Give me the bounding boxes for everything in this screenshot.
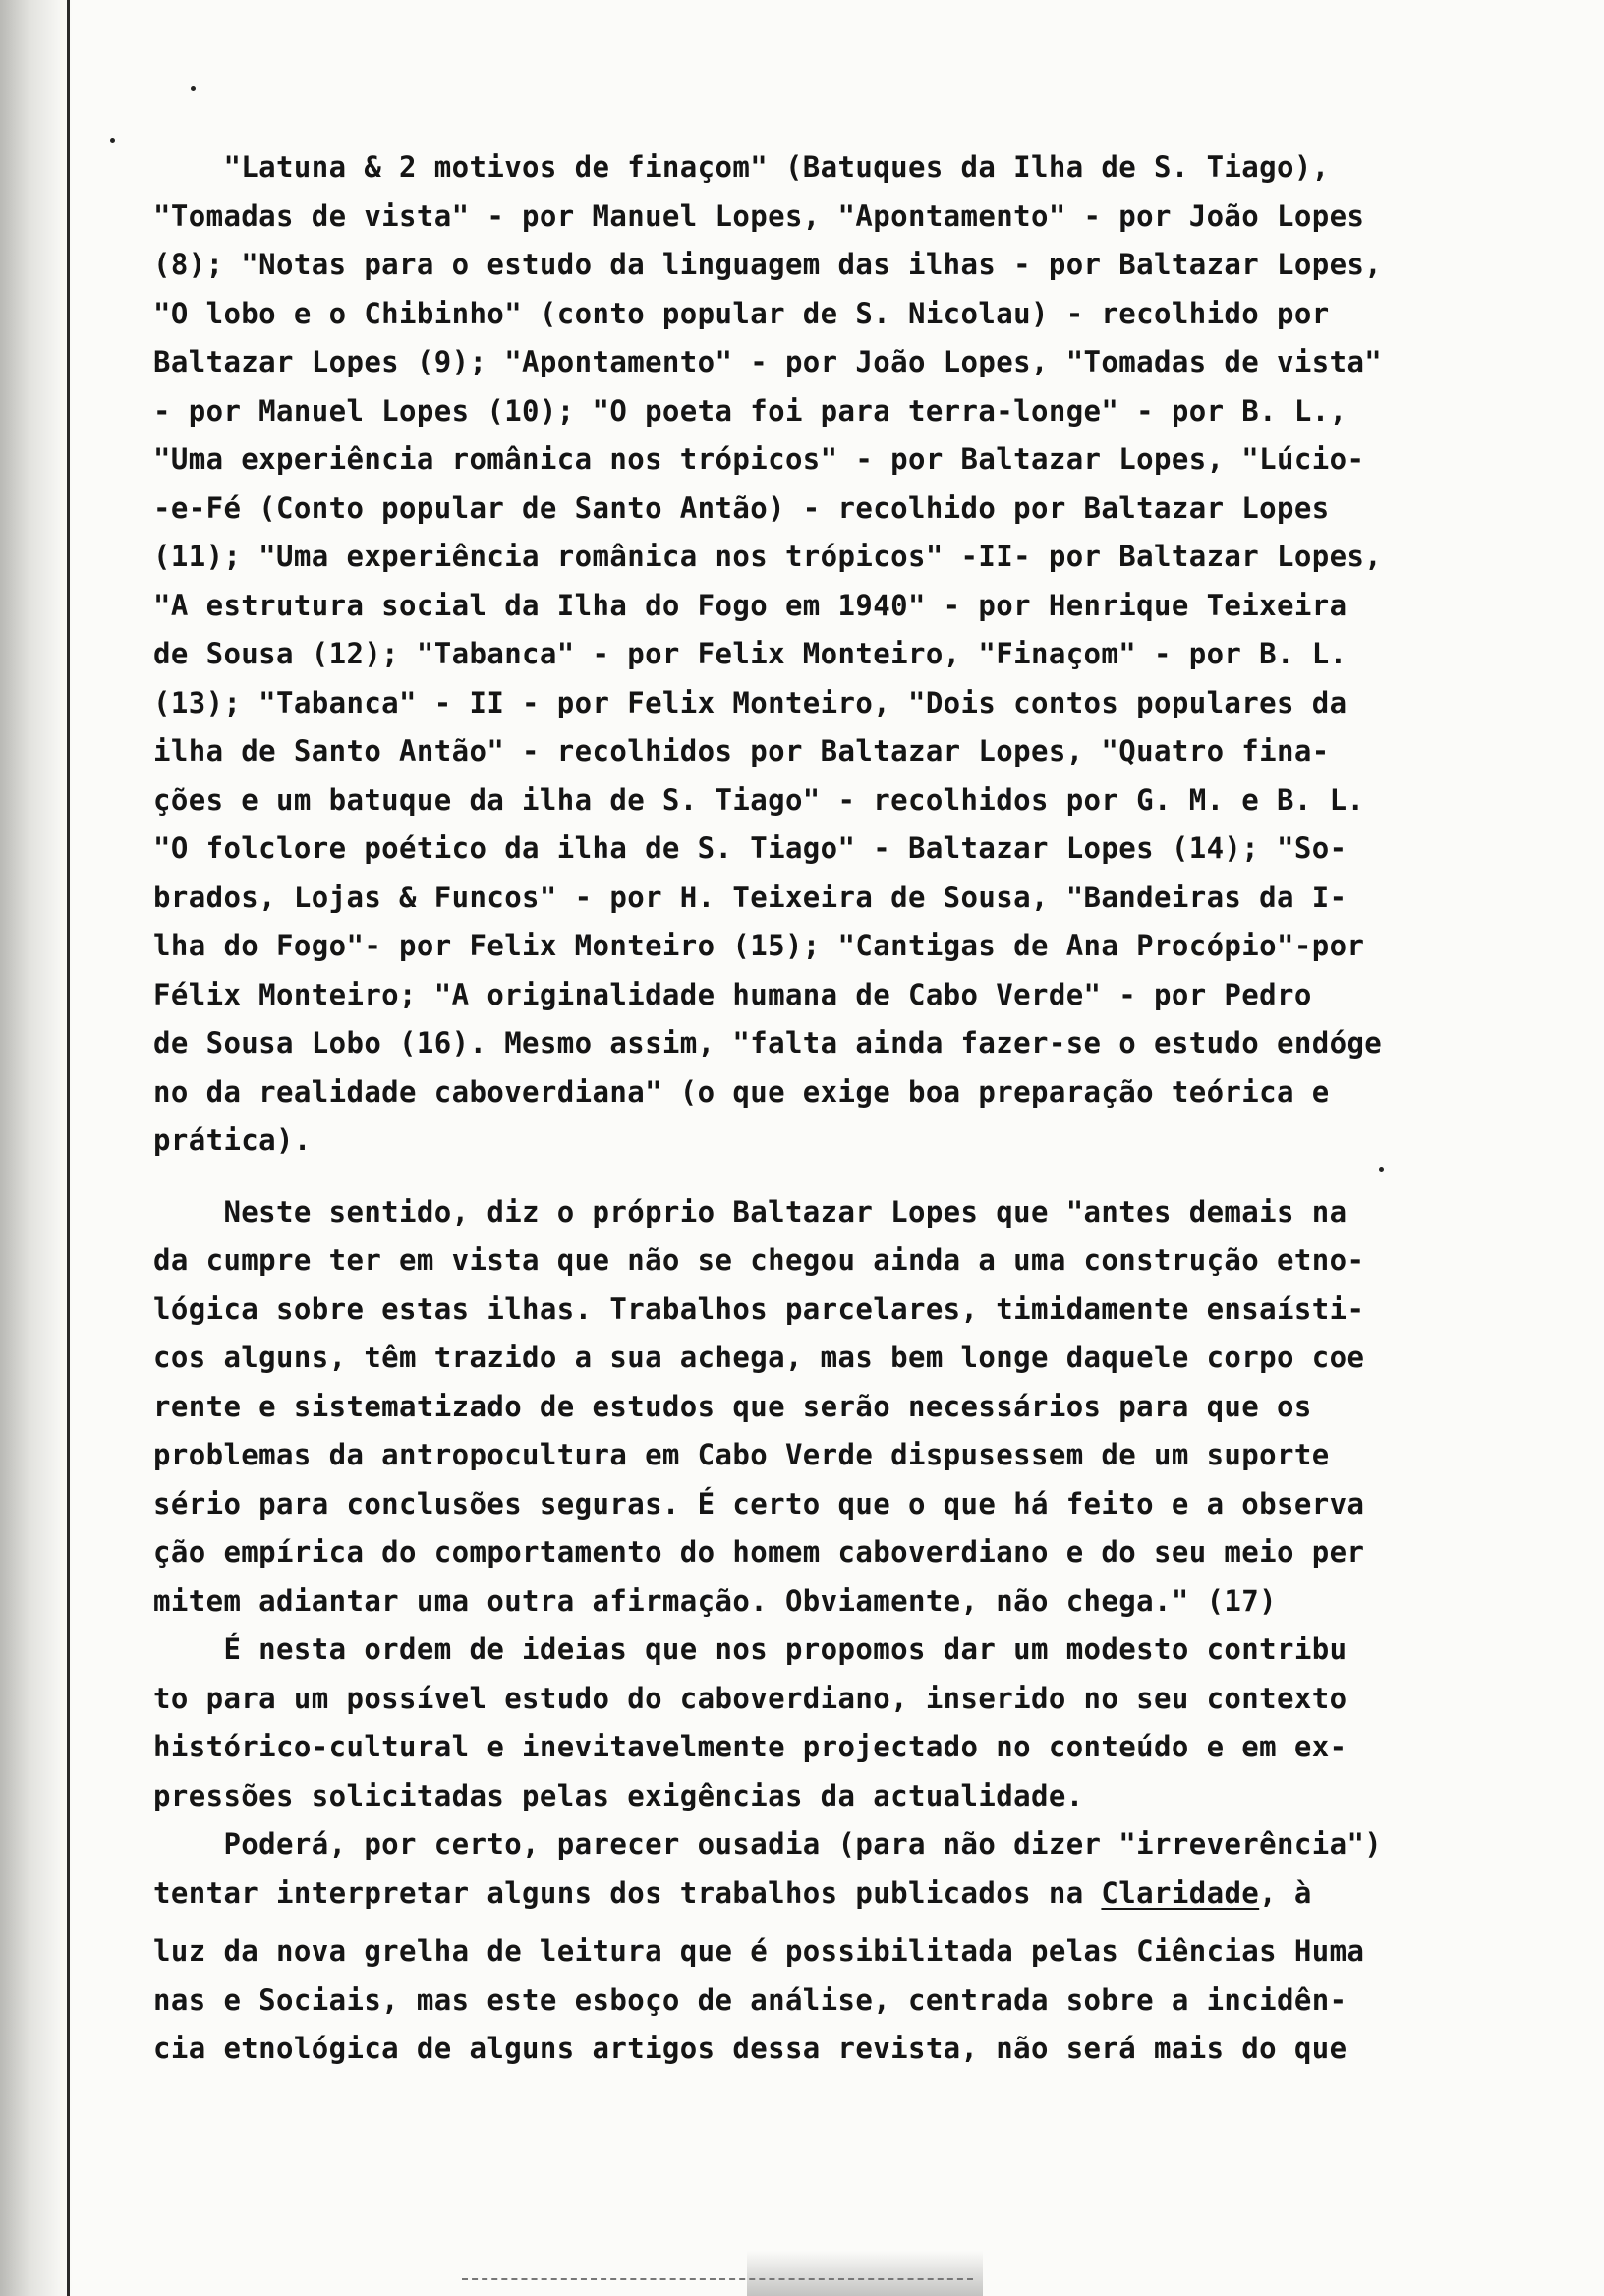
text-line: ções e um batuque da ilha de S. Tiago" - recolhidos por G. M. e B. L.: [153, 782, 1365, 817]
scan-speck: [110, 138, 115, 143]
text-line: "Uma experiência românica nos trópicos" - por Baltazar Lopes, "Lúcio-: [153, 442, 1365, 476]
text-line: pressões solicitadas pelas exigências da actualidade.: [153, 1778, 1084, 1812]
scan-edge-line: [67, 0, 70, 2296]
text-line: cos alguns, têm trazido a sua achega, mas bem longe daquele corpo coe: [153, 1341, 1365, 1374]
text-line: É nesta ordem de ideias que nos propomos dar um modesto contribu: [153, 1633, 1347, 1666]
text-line: de Sousa (12); "Tabanca" - por Felix Monteiro, "Finaçom" - por B. L.: [153, 637, 1347, 670]
text-line: de Sousa Lobo (16). Mesmo assim, "falta ainda fazer-se o estudo endóge: [153, 1026, 1383, 1060]
text-line: (11); "Uma experiência românica nos trópicos" -II- por Baltazar Lopes,: [153, 540, 1383, 573]
text-line: lha do Fogo"- por Felix Monteiro (15); "Cantigas de Ana Procópio"-por: [153, 929, 1365, 962]
text-line: Poderá, por certo, parecer ousadia (para não dizer "irreverência"): [153, 1827, 1383, 1861]
text-line: "Latuna & 2 motivos de finaçom" (Batuques da Ilha de S. Tiago),: [153, 150, 1330, 184]
text-line: sério para conclusões seguras. É certo que o que há feito e a observa: [153, 1486, 1365, 1521]
text-line: luz da nova grelha de leitura que é possibilitada pelas Ciências Huma: [153, 1934, 1365, 1968]
text-line: nas e Sociais, mas este esboço de análise, centrada sobre a incidên-: [153, 1982, 1347, 2017]
text-line: (13); "Tabanca" - II - por Felix Monteiro, "Dois contos populares da: [153, 685, 1347, 719]
text-line: cia etnológica de alguns artigos dessa revista, não será mais do que: [153, 2032, 1347, 2065]
text-line: rente e sistematizado de estudos que serão necessários para que os: [153, 1389, 1312, 1423]
text-line: to para um possível estudo do caboverdiano, inserido no seu contexto: [153, 1681, 1347, 1715]
text-line: lógica sobre estas ilhas. Trabalhos parcelares, timidamente ensaísti-: [153, 1292, 1365, 1326]
text-line: ção empírica do comportamento do homem caboverdiano e do seu meio per: [153, 1535, 1365, 1569]
text-line: mitem adiantar uma outra afirmação. Obviamente, não chega." (17): [153, 1583, 1278, 1618]
journal-title: Claridade: [1101, 1875, 1260, 1910]
scan-speck: [191, 86, 196, 91]
text-line: no da realidade caboverdiana" (o que exige boa preparação teórica e: [153, 1074, 1330, 1109]
text-line: (8); "Notas para o estudo da linguagem das ilhas - por Baltazar Lopes,: [153, 248, 1383, 281]
text-line: "A estrutura social da Ilha do Fogo em 1940" - por Henrique Teixeira: [153, 588, 1347, 622]
text-line: Neste sentido, diz o próprio Baltazar Lopes que "antes demais na: [153, 1194, 1347, 1229]
scan-smudge: [747, 2251, 983, 2296]
text-line: problemas da antropocultura em Cabo Verde dispusessem de um suporte: [153, 1438, 1330, 1471]
text-line: "O lobo e o Chibinho" (conto popular de S. Nicolau) - recolhido por: [153, 296, 1330, 330]
document-body: [153, 144, 1559, 2074]
text-line: "Tomadas de vista" - por Manuel Lopes, "Apontamento" - por João Lopes: [153, 199, 1365, 233]
text-line: Baltazar Lopes (9); "Apontamento" - por João Lopes, "Tomadas de vista": [153, 345, 1383, 378]
text-line: prática).: [153, 1123, 312, 1157]
text-line: histórico-cultural e inevitavelmente projectado no conteúdo e em ex-: [153, 1730, 1347, 1763]
text-line: brados, Lojas & Funcos" - por H. Teixeira de Sousa, "Bandeiras da I-: [153, 880, 1347, 914]
text-line: Félix Monteiro; "A originalidade humana de Cabo Verde" - por Pedro: [153, 977, 1312, 1011]
text-line: ilha de Santo Antão" - recolhidos por Baltazar Lopes, "Quatro fina-: [153, 734, 1330, 768]
text-line: tentar interpretar alguns dos trabalhos publicados na Claridade, à: [153, 1875, 1312, 1910]
scan-edge-shadow: [0, 0, 73, 2296]
text-line: - por Manuel Lopes (10); "O poeta foi para terra-longe" - por B. L.,: [153, 393, 1347, 428]
text-line: da cumpre ter em vista que não se chegou ainda a uma construção etno-: [153, 1243, 1365, 1277]
text-line: "O folclore poético da ilha de S. Tiago" - Baltazar Lopes (14); "So-: [153, 832, 1347, 865]
scan-dashed-mark: [462, 2278, 973, 2280]
text-line: -e-Fé (Conto popular de Santo Antão) - recolhido por Baltazar Lopes: [153, 490, 1330, 525]
